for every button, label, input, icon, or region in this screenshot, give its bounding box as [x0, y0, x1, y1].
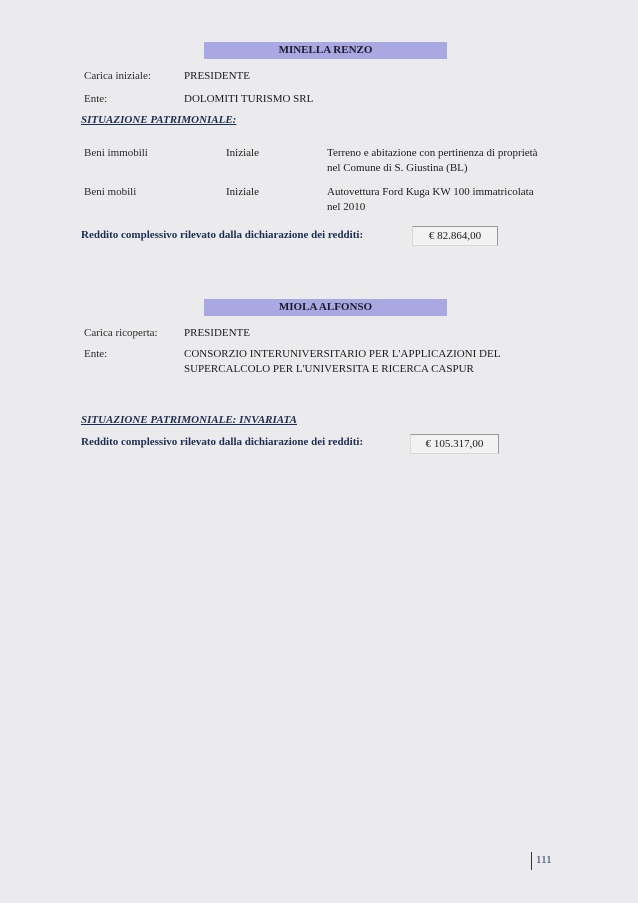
income-amount-box: € 82.864,00 — [412, 226, 498, 246]
carica-value: PRESIDENTE — [184, 70, 250, 82]
ente-label: Ente: — [84, 348, 108, 360]
carica-value: PRESIDENTE — [184, 327, 250, 339]
asset-type: Beni mobili — [84, 186, 137, 198]
page-number: 111 — [536, 854, 552, 866]
asset-type: Beni immobili — [84, 147, 148, 159]
ente-value: DOLOMITI TURISMO SRL — [184, 93, 314, 105]
person-name-header: MINELLA RENZO — [204, 42, 447, 59]
carica-label: Carica iniziale: — [84, 70, 151, 82]
ente-value-line1: CONSORZIO INTERUNIVERSITARIO PER L'APPLICAZIONI DEL — [184, 348, 501, 360]
ente-label: Ente: — [84, 93, 108, 105]
asset-description-line1: Terreno e abitazione con pertinenza di proprietà — [327, 147, 538, 159]
section-title-patrimonio: SITUAZIONE PATRIMONIALE: INVARIATA — [81, 414, 297, 426]
asset-description-line1: Autovettura Ford Kuga KW 100 immatricolata — [327, 186, 534, 198]
section-title-patrimonio: SITUAZIONE PATRIMONIALE: — [81, 114, 237, 126]
asset-description-line2: nel 2010 — [327, 201, 366, 213]
asset-status: Iniziale — [226, 147, 259, 159]
carica-label: Carica ricoperta: — [84, 327, 158, 339]
ente-value-line2: SUPERCALCOLO PER L'UNIVERSITA E RICERCA CASPUR — [184, 363, 474, 375]
page-number-divider — [531, 852, 532, 870]
income-label: Reddito complessivo rilevato dalla dichiarazione dei redditi: — [81, 436, 364, 448]
asset-description-line2: nel Comune di S. Giustina (BL) — [327, 162, 468, 174]
asset-status: Iniziale — [226, 186, 259, 198]
income-label: Reddito complessivo rilevato dalla dichiarazione dei redditi: — [81, 229, 364, 241]
income-amount-box: € 105.317,00 — [410, 434, 499, 454]
person-name-header: MIOLA ALFONSO — [204, 299, 447, 316]
